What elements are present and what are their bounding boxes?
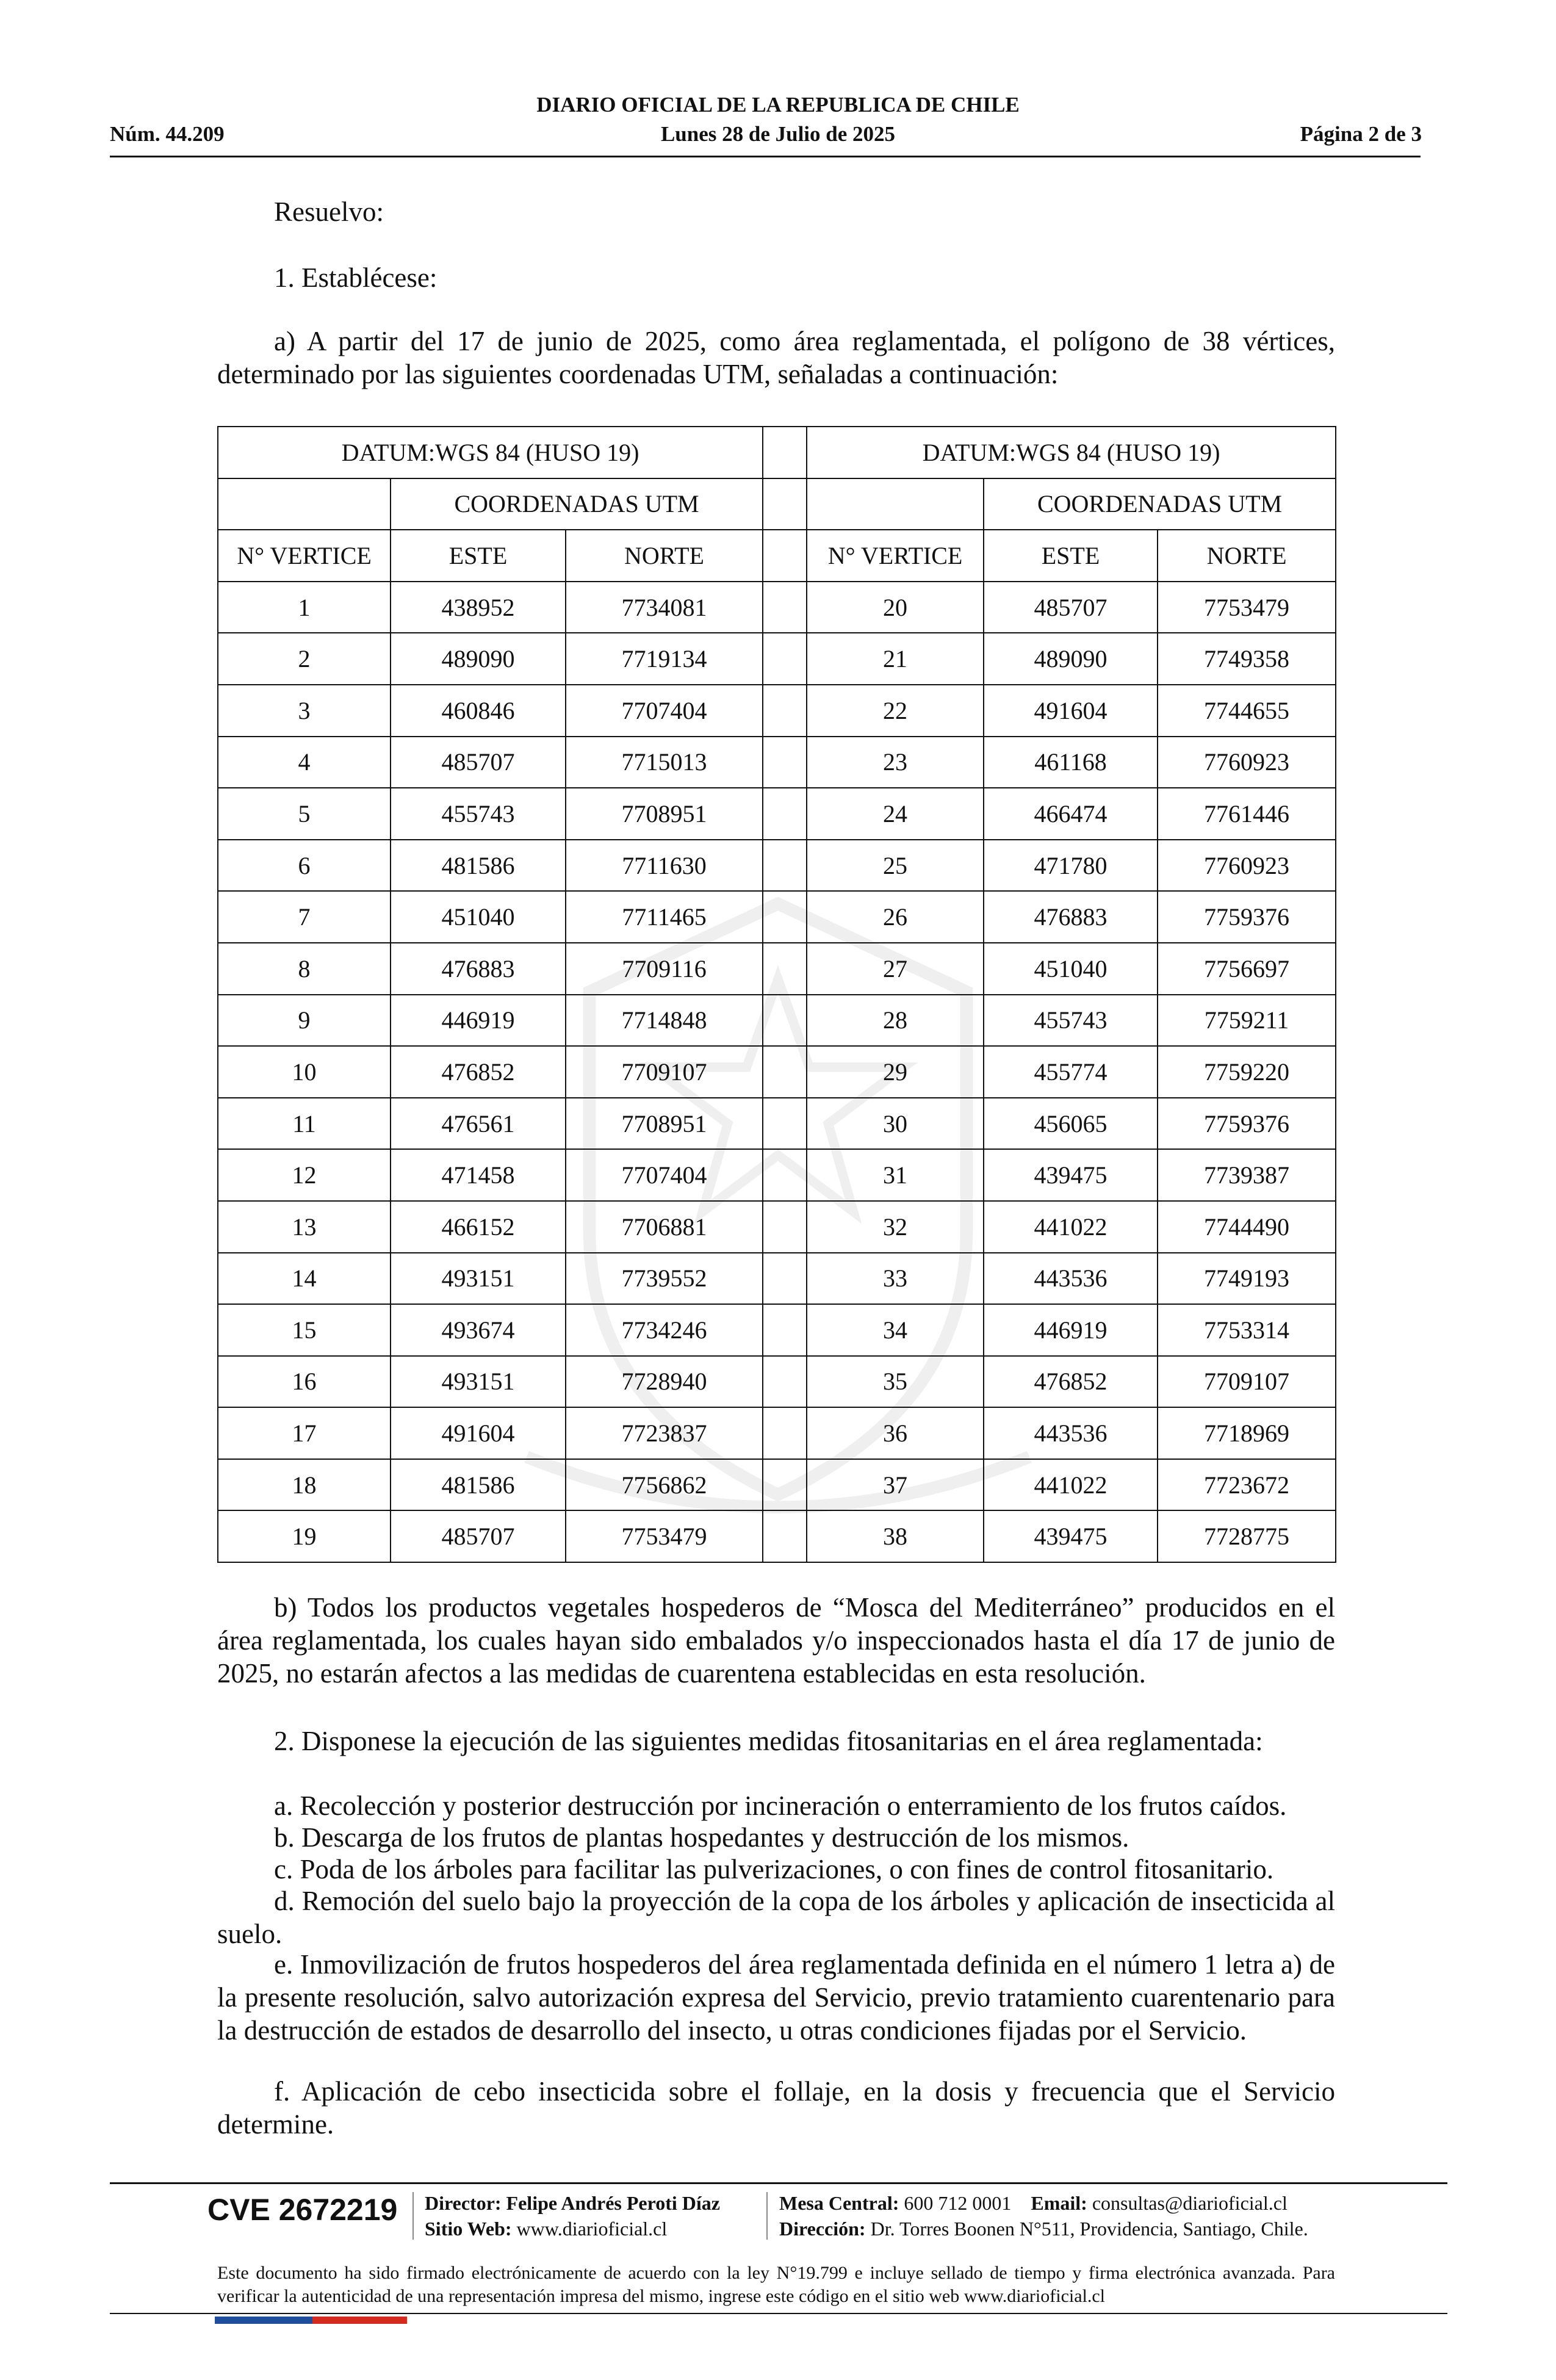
cell-este-left: 489090 bbox=[391, 633, 566, 685]
cell-norte-left: 7728940 bbox=[566, 1356, 763, 1408]
cell-este-left: 451040 bbox=[391, 891, 566, 943]
cell-este-right: 439475 bbox=[984, 1149, 1158, 1201]
spacer-cell bbox=[763, 1304, 807, 1356]
col-norte-left: NORTE bbox=[566, 530, 763, 582]
mesa-value: 600 712 0001 bbox=[904, 2192, 1012, 2214]
cell-norte-right: 7753479 bbox=[1158, 582, 1336, 633]
cell-vertex-right: 22 bbox=[807, 685, 984, 737]
cell-vertex-left: 18 bbox=[218, 1459, 391, 1511]
cell-este-left: 476561 bbox=[391, 1098, 566, 1150]
cell-norte-right: 7749358 bbox=[1158, 633, 1336, 685]
issue-date: Lunes 28 de Julio de 2025 bbox=[660, 122, 896, 146]
table-header-row bbox=[218, 478, 1336, 530]
cell-este-left: 485707 bbox=[391, 1510, 566, 1562]
spacer-cell bbox=[763, 427, 807, 478]
cell-este-right: 443536 bbox=[984, 1253, 1158, 1305]
col-vertex-right: N° VERTICE bbox=[807, 530, 984, 582]
cell-vertex-right: 24 bbox=[807, 788, 984, 840]
address-label: Dirección: bbox=[779, 2218, 866, 2240]
cell-este-right: 476852 bbox=[984, 1356, 1158, 1408]
cell-vertex-left: 3 bbox=[218, 685, 391, 737]
director-line bbox=[425, 2192, 720, 2215]
cell-norte-left: 7734081 bbox=[566, 582, 763, 633]
cell-vertex-right: 31 bbox=[807, 1149, 984, 1201]
cell-vertex-left: 11 bbox=[218, 1098, 391, 1150]
footer-separator bbox=[412, 2192, 414, 2240]
utm-coordinates-table bbox=[217, 426, 1336, 1563]
table-header-row bbox=[218, 530, 1336, 582]
cell-este-right: 439475 bbox=[984, 1510, 1158, 1562]
cell-norte-right: 7760923 bbox=[1158, 840, 1336, 892]
table-row bbox=[218, 1046, 1336, 1098]
spacer-cell bbox=[763, 1510, 807, 1562]
cell-norte-left: 7708951 bbox=[566, 1098, 763, 1150]
cell-norte-right: 7759376 bbox=[1158, 1098, 1336, 1150]
spacer-cell bbox=[763, 685, 807, 737]
spacer-cell bbox=[763, 737, 807, 788]
cell-vertex-left: 17 bbox=[218, 1407, 391, 1459]
mesa-label: Mesa Central: bbox=[779, 2192, 899, 2214]
cell-vertex-right: 29 bbox=[807, 1046, 984, 1098]
table-row bbox=[218, 1098, 1336, 1150]
cell-este-left: 471458 bbox=[391, 1149, 566, 1201]
spacer-cell bbox=[763, 840, 807, 892]
table-row bbox=[218, 1304, 1336, 1356]
cell-vertex-left: 12 bbox=[218, 1149, 391, 1201]
cell-norte-right: 7759376 bbox=[1158, 891, 1336, 943]
spacer-cell bbox=[763, 1149, 807, 1201]
spacer-cell bbox=[763, 1407, 807, 1459]
table-row bbox=[218, 1510, 1336, 1562]
email-label: Email: bbox=[1031, 2192, 1087, 2214]
table-row bbox=[218, 1356, 1336, 1408]
cell-este-right: 476883 bbox=[984, 891, 1158, 943]
cell-norte-right: 7761446 bbox=[1158, 788, 1336, 840]
footer-separator bbox=[766, 2192, 768, 2240]
cell-norte-right: 7718969 bbox=[1158, 1407, 1336, 1459]
cell-vertex-right: 37 bbox=[807, 1459, 984, 1511]
cell-vertex-left: 6 bbox=[218, 840, 391, 892]
cell-vertex-left: 2 bbox=[218, 633, 391, 685]
cell-este-left: 446919 bbox=[391, 995, 566, 1047]
cell-este-right: 441022 bbox=[984, 1201, 1158, 1253]
table-row bbox=[218, 1459, 1336, 1511]
cell-este-left: 466152 bbox=[391, 1201, 566, 1253]
measure-c: c. Poda de los árboles para facilitar las pulverizaciones, o con fines de control fitosanitario. bbox=[274, 1854, 1274, 1884]
cell-norte-left: 7708951 bbox=[566, 788, 763, 840]
cell-vertex-right: 34 bbox=[807, 1304, 984, 1356]
cell-norte-left: 7707404 bbox=[566, 685, 763, 737]
cell-norte-right: 7728775 bbox=[1158, 1510, 1336, 1562]
cell-vertex-left: 14 bbox=[218, 1253, 391, 1305]
paragraph-item-2: 2. Disponese la ejecución de las siguientes medidas fitosanitarias en el área reglamentada: bbox=[274, 1726, 1263, 1756]
datum-header-left: DATUM:WGS 84 (HUSO 19) bbox=[218, 427, 763, 478]
measure-b: b. Descarga de los frutos de plantas hospedantes y destrucción de los mismos. bbox=[274, 1822, 1129, 1853]
table-row bbox=[218, 891, 1336, 943]
spacer-cell bbox=[763, 891, 807, 943]
table-row bbox=[218, 737, 1336, 788]
cell-este-right: 446919 bbox=[984, 1304, 1158, 1356]
table-row bbox=[218, 1149, 1336, 1201]
table-row bbox=[218, 582, 1336, 633]
table-row bbox=[218, 943, 1336, 995]
cell-este-left: 481586 bbox=[391, 840, 566, 892]
cell-vertex-right: 35 bbox=[807, 1356, 984, 1408]
issue-number: Núm. 44.209 bbox=[110, 122, 225, 146]
cell-vertex-right: 20 bbox=[807, 582, 984, 633]
measure-d: d. Remoción del suelo bajo la proyección de la copa de los árboles y aplicación de insecticida al suelo. bbox=[217, 1886, 1335, 1949]
cell-vertex-left: 1 bbox=[218, 582, 391, 633]
cell-norte-right: 7709107 bbox=[1158, 1356, 1336, 1408]
cell-este-left: 438952 bbox=[391, 582, 566, 633]
legal-notice: Este documento ha sido firmado electrónicamente de acuerdo con la ley N°19.799 e incluye sellado de tiempo y firma electrónica avanzada. Para verificar la autenticidad de una representación impresa del mismo, ingrese este código en el sitio web www.diarioficial.cl bbox=[217, 2263, 1335, 2306]
cell-este-left: 460846 bbox=[391, 685, 566, 737]
cell-este-right: 466474 bbox=[984, 788, 1158, 840]
cell-vertex-right: 26 bbox=[807, 891, 984, 943]
spacer-cell bbox=[763, 1253, 807, 1305]
cell-norte-left: 7715013 bbox=[566, 737, 763, 788]
cell-vertex-left: 8 bbox=[218, 943, 391, 995]
cell-norte-right: 7759211 bbox=[1158, 995, 1336, 1047]
cell-este-left: 455743 bbox=[391, 788, 566, 840]
cell-este-right: 485707 bbox=[984, 582, 1158, 633]
cell-vertex-right: 27 bbox=[807, 943, 984, 995]
cve-code: CVE 2672219 bbox=[207, 2193, 398, 2227]
cell-vertex-right: 33 bbox=[807, 1253, 984, 1305]
table-row bbox=[218, 1253, 1336, 1305]
cell-norte-left: 7734246 bbox=[566, 1304, 763, 1356]
col-este-left: ESTE bbox=[391, 530, 566, 582]
cell-norte-left: 7706881 bbox=[566, 1201, 763, 1253]
footer-divider-top bbox=[110, 2182, 1447, 2184]
address-value: Dr. Torres Boonen N°511, Providencia, Santiago, Chile. bbox=[870, 2218, 1308, 2240]
cell-vertex-right: 30 bbox=[807, 1098, 984, 1150]
cell-norte-right: 7759220 bbox=[1158, 1046, 1336, 1098]
measure-a: a. Recolección y posterior destrucción por incineración o enterramiento de los frutos caídos. bbox=[274, 1790, 1287, 1821]
cell-vertex-left: 19 bbox=[218, 1510, 391, 1562]
cell-este-right: 456065 bbox=[984, 1098, 1158, 1150]
empty-header-cell bbox=[218, 478, 391, 530]
spacer-cell bbox=[763, 788, 807, 840]
flag-stripe-blue bbox=[215, 2317, 312, 2324]
spacer-cell bbox=[763, 1098, 807, 1150]
cell-vertex-left: 9 bbox=[218, 995, 391, 1047]
website-label: Sitio Web: bbox=[425, 2218, 512, 2240]
website-line bbox=[425, 2218, 667, 2240]
spacer-cell bbox=[763, 478, 807, 530]
spacer-cell bbox=[763, 995, 807, 1047]
cell-vertex-right: 21 bbox=[807, 633, 984, 685]
cell-este-left: 493674 bbox=[391, 1304, 566, 1356]
website-link[interactable]: www.diarioficial.cl bbox=[516, 2218, 668, 2240]
cell-vertex-right: 25 bbox=[807, 840, 984, 892]
cell-norte-left: 7709116 bbox=[566, 943, 763, 995]
cell-vertex-left: 15 bbox=[218, 1304, 391, 1356]
col-norte-right: NORTE bbox=[1158, 530, 1336, 582]
cell-este-left: 481586 bbox=[391, 1459, 566, 1511]
empty-header-cell bbox=[807, 478, 984, 530]
cell-este-left: 491604 bbox=[391, 1407, 566, 1459]
cell-norte-right: 7749193 bbox=[1158, 1253, 1336, 1305]
spacer-cell bbox=[763, 530, 807, 582]
table-row bbox=[218, 788, 1336, 840]
header-divider bbox=[110, 156, 1421, 157]
cell-este-left: 476852 bbox=[391, 1046, 566, 1098]
spacer-cell bbox=[763, 582, 807, 633]
col-vertex-left: N° VERTICE bbox=[218, 530, 391, 582]
coords-header-right: COORDENADAS UTM bbox=[984, 478, 1336, 530]
cell-norte-right: 7744655 bbox=[1158, 685, 1336, 737]
cell-norte-left: 7714848 bbox=[566, 995, 763, 1047]
resuelvo-label: Resuelvo: bbox=[274, 197, 384, 227]
cell-vertex-left: 7 bbox=[218, 891, 391, 943]
table-row bbox=[218, 685, 1336, 737]
newspaper-title: DIARIO OFICIAL DE LA REPUBLICA DE CHILE bbox=[536, 93, 1020, 117]
cell-norte-left: 7723837 bbox=[566, 1407, 763, 1459]
cell-norte-right: 7723672 bbox=[1158, 1459, 1336, 1511]
measure-f: f. Aplicación de cebo insecticida sobre el follaje, en la dosis y frecuencia que el Servicio determine. bbox=[217, 2076, 1335, 2140]
cell-este-right: 455774 bbox=[984, 1046, 1158, 1098]
cell-vertex-right: 32 bbox=[807, 1201, 984, 1253]
cell-vertex-left: 16 bbox=[218, 1356, 391, 1408]
cell-vertex-left: 5 bbox=[218, 788, 391, 840]
email-link[interactable]: consultas@diarioficial.cl bbox=[1092, 2192, 1288, 2214]
cell-norte-right: 7753314 bbox=[1158, 1304, 1336, 1356]
cell-norte-left: 7711630 bbox=[566, 840, 763, 892]
col-este-right: ESTE bbox=[984, 530, 1158, 582]
paragraph-item-b: b) Todos los productos vegetales hospederos de “Mosca del Mediterráneo” producidos en el área reglamentada, los cuales hayan sido embalados y/o inspeccionados hasta el día 17 de junio de 2025, no estarán afectos a las medidas de cuarentena establecidas en esta resolución. bbox=[217, 1592, 1335, 1689]
cell-este-right: 491604 bbox=[984, 685, 1158, 737]
cell-este-right: 489090 bbox=[984, 633, 1158, 685]
cell-vertex-left: 10 bbox=[218, 1046, 391, 1098]
cell-este-left: 493151 bbox=[391, 1253, 566, 1305]
cell-vertex-right: 23 bbox=[807, 737, 984, 788]
spacer-cell bbox=[763, 633, 807, 685]
address-line bbox=[779, 2218, 1308, 2240]
spacer-cell bbox=[763, 1046, 807, 1098]
director-label: Director: bbox=[425, 2192, 502, 2214]
paragraph-item-a: a) A partir del 17 de junio de 2025, como área reglamentada, el polígono de 38 vértices, determinado por las siguientes coordenadas UTM, señaladas a continuación: bbox=[217, 326, 1335, 389]
cell-vertex-right: 28 bbox=[807, 995, 984, 1047]
cell-norte-left: 7739552 bbox=[566, 1253, 763, 1305]
table-row bbox=[218, 1201, 1336, 1253]
cell-este-right: 461168 bbox=[984, 737, 1158, 788]
cell-vertex-left: 4 bbox=[218, 737, 391, 788]
page-indicator: Página 2 de 3 bbox=[1300, 122, 1422, 146]
contact-line bbox=[779, 2192, 1288, 2215]
cell-norte-left: 7753479 bbox=[566, 1510, 763, 1562]
cell-este-right: 443536 bbox=[984, 1407, 1158, 1459]
cell-norte-left: 7707404 bbox=[566, 1149, 763, 1201]
table-header-row bbox=[218, 427, 1336, 478]
coords-header-left: COORDENADAS UTM bbox=[391, 478, 763, 530]
cell-este-right: 441022 bbox=[984, 1459, 1158, 1511]
cell-norte-right: 7739387 bbox=[1158, 1149, 1336, 1201]
cell-norte-left: 7719134 bbox=[566, 633, 763, 685]
cell-norte-left: 7709107 bbox=[566, 1046, 763, 1098]
cell-vertex-left: 13 bbox=[218, 1201, 391, 1253]
table-row bbox=[218, 633, 1336, 685]
director-name: Felipe Andrés Peroti Díaz bbox=[506, 2192, 720, 2214]
cell-norte-right: 7756697 bbox=[1158, 943, 1336, 995]
cell-norte-left: 7711465 bbox=[566, 891, 763, 943]
spacer-cell bbox=[763, 1201, 807, 1253]
spacer-cell bbox=[763, 1356, 807, 1408]
datum-header-right: DATUM:WGS 84 (HUSO 19) bbox=[807, 427, 1336, 478]
spacer-cell bbox=[763, 1459, 807, 1511]
cell-este-right: 455743 bbox=[984, 995, 1158, 1047]
spacer-cell bbox=[763, 943, 807, 995]
table-row bbox=[218, 995, 1336, 1047]
cell-este-right: 451040 bbox=[984, 943, 1158, 995]
cell-este-left: 493151 bbox=[391, 1356, 566, 1408]
cell-este-left: 485707 bbox=[391, 737, 566, 788]
measure-e: e. Inmovilización de frutos hospederos del área reglamentada definida en el número 1 letra a) de la presente resolución, salvo autorización expresa del Servicio, previo tratamiento cuarentenario para la destrucción de estados de desarrollo del insecto, u otras condiciones fijadas por el Servicio. bbox=[217, 1949, 1335, 2046]
table-row bbox=[218, 840, 1336, 892]
flag-stripe-red bbox=[312, 2317, 407, 2324]
cell-norte-right: 7760923 bbox=[1158, 737, 1336, 788]
table-row bbox=[218, 1407, 1336, 1459]
footer-divider-bottom bbox=[110, 2313, 1447, 2314]
cell-este-right: 471780 bbox=[984, 840, 1158, 892]
cell-vertex-right: 36 bbox=[807, 1407, 984, 1459]
cell-vertex-right: 38 bbox=[807, 1510, 984, 1562]
establecese-label: 1. Establécese: bbox=[274, 262, 438, 293]
cell-norte-right: 7744490 bbox=[1158, 1201, 1336, 1253]
cell-norte-left: 7756862 bbox=[566, 1459, 763, 1511]
cell-este-left: 476883 bbox=[391, 943, 566, 995]
